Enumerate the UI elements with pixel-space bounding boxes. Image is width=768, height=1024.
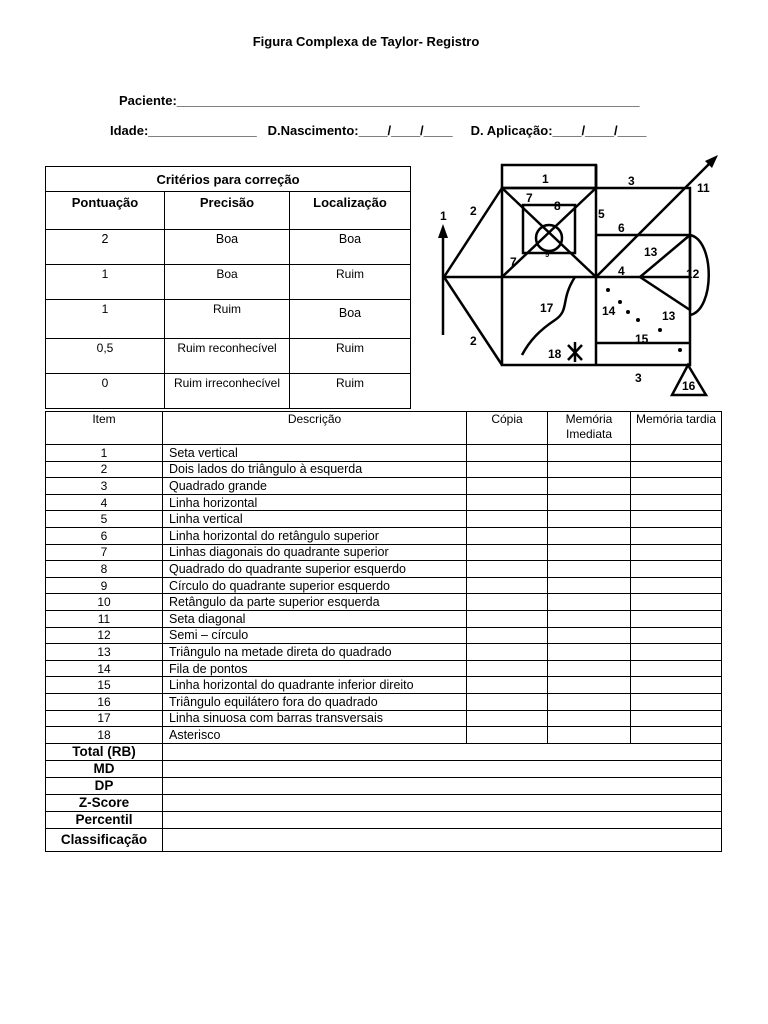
items-header-memoria-tardia: Memória tardia [631,412,722,445]
summary-label: DP [46,777,163,794]
item-description: Quadrado do quadrante superior esquerdo [163,561,467,578]
copia-cell[interactable] [467,610,548,627]
summary-label: Classificação [46,828,163,851]
table-row [46,527,722,544]
criteria-header-pontuacao: Pontuação [46,192,165,230]
item-description: Seta vertical [163,445,467,462]
table-row [46,494,722,511]
item-number: 11 [46,610,163,627]
item-number: 2 [46,461,163,478]
criteria-cell: 1 [46,265,165,300]
item-number: 6 [46,527,163,544]
birthdate-field[interactable]: D.Nascimento:____/____/____ [267,123,453,138]
item-description: Linhas diagonais do quadrante superior [163,544,467,561]
figure-label: 11 [697,181,710,195]
memoria-imediata-cell[interactable] [548,527,631,544]
memoria-imediata-cell[interactable] [548,445,631,462]
memoria-imediata-cell[interactable] [548,610,631,627]
summary-row [46,794,722,811]
figure-label: 4 [618,264,625,278]
item-number: 18 [46,727,163,744]
item-description: Linha sinuosa com barras transversais [163,710,467,727]
criteria-cell: Boa [165,265,290,300]
page-title: Figura Complexa de Taylor- Registro [252,34,480,49]
item-description: Asterisco [163,727,467,744]
table-row [46,577,722,594]
item-number: 17 [46,710,163,727]
criteria-table [45,166,411,409]
item-number: 12 [46,627,163,644]
criteria-row [46,374,411,409]
summary-row [46,743,722,760]
figure-label: 12 [686,267,700,281]
memoria-tardia-cell[interactable] [631,710,722,727]
item-description: Linha horizontal do retângulo superior [163,527,467,544]
figure-label: 3 [628,174,635,188]
copia-cell[interactable] [467,494,548,511]
criteria-cell: Boa [290,300,411,339]
item-number: 3 [46,478,163,495]
summary-row [46,760,722,777]
criteria-row [46,339,411,374]
table-row [46,461,722,478]
memoria-imediata-cell[interactable] [548,627,631,644]
criteria-cell: Ruim [290,339,411,374]
summary-row [46,828,722,851]
summary-row [46,777,722,794]
memoria-imediata-cell[interactable] [548,494,631,511]
memoria-tardia-cell[interactable] [631,693,722,710]
memoria-imediata-cell[interactable] [548,644,631,661]
figure-label: 5 [598,207,605,221]
copia-cell[interactable] [467,677,548,694]
figure-label: 7 [510,255,517,269]
item-number: 9 [46,577,163,594]
copia-cell[interactable] [467,627,548,644]
item-number: 7 [46,544,163,561]
copia-cell[interactable] [467,727,548,744]
items-header-memoria-imediata: Memória Imediata [548,412,631,445]
criteria-cell: 2 [46,230,165,265]
memoria-imediata-cell[interactable] [548,710,631,727]
table-row [46,544,722,561]
memoria-imediata-cell[interactable] [548,727,631,744]
memoria-imediata-cell[interactable] [548,461,631,478]
item-number: 5 [46,511,163,528]
item-description: Círculo do quadrante superior esquerdo [163,577,467,594]
copia-cell[interactable] [467,461,548,478]
memoria-tardia-cell[interactable] [631,461,722,478]
memoria-tardia-cell[interactable] [631,445,722,462]
item-number: 16 [46,693,163,710]
copia-cell[interactable] [467,644,548,661]
figure-label: 13 [662,309,676,323]
criteria-cell: Ruim [165,300,290,339]
table-row [46,660,722,677]
item-description: Linha horizontal [163,494,467,511]
copia-cell[interactable] [467,527,548,544]
summary-value-cell[interactable] [163,760,722,777]
memoria-tardia-cell[interactable] [631,627,722,644]
memoria-tardia-cell[interactable] [631,527,722,544]
memoria-imediata-cell[interactable] [548,544,631,561]
summary-value-cell[interactable] [163,777,722,794]
memoria-tardia-cell[interactable] [631,478,722,495]
criteria-header-localizacao: Localização [290,192,411,230]
figure-label: 18 [548,347,562,361]
memoria-imediata-cell[interactable] [548,693,631,710]
figure-label: 3 [635,371,642,385]
item-description: Seta diagonal [163,610,467,627]
summary-label: Percentil [46,811,163,828]
memoria-tardia-cell[interactable] [631,727,722,744]
memoria-tardia-cell[interactable] [631,660,722,677]
item-description: Dois lados do triângulo à esquerda [163,461,467,478]
summary-value-cell[interactable] [163,794,722,811]
items-table [45,411,722,852]
items-header-item: Item [46,412,163,445]
summary-label: MD [46,760,163,777]
item-number: 13 [46,644,163,661]
summary-value-cell[interactable] [163,811,722,828]
memoria-tardia-cell[interactable] [631,594,722,611]
figure-label: 16 [682,379,696,393]
memoria-imediata-cell[interactable] [548,660,631,677]
copia-cell[interactable] [467,511,548,528]
copia-cell[interactable] [467,561,548,578]
item-number: 1 [46,445,163,462]
item-description: Triângulo equilátero fora do quadrado [163,693,467,710]
criteria-cell: 0,5 [46,339,165,374]
figure-label: 1 [440,209,447,223]
table-row [46,561,722,578]
criteria-cell: Ruim reconhecível [165,339,290,374]
item-description: Quadrado grande [163,478,467,495]
memoria-tardia-cell[interactable] [631,677,722,694]
figure-label: 7 [526,191,533,205]
item-description: Fila de pontos [163,660,467,677]
memoria-imediata-cell[interactable] [548,594,631,611]
memoria-imediata-cell[interactable] [548,511,631,528]
summary-value-cell[interactable] [163,743,722,760]
memoria-tardia-cell[interactable] [631,544,722,561]
item-description: Linha horizontal do quadrante inferior direito [163,677,467,694]
figure-label: 6 [618,221,625,235]
copia-cell[interactable] [467,594,548,611]
figure-label: 2 [470,204,477,218]
figure-label: 13 [644,245,658,259]
items-header-copia: Cópia [467,412,548,445]
memoria-imediata-cell[interactable] [548,677,631,694]
summary-label: Total (RB) [46,743,163,760]
memoria-imediata-cell[interactable] [548,561,631,578]
table-row [46,644,722,661]
table-row [46,445,722,462]
criteria-cell: 1 [46,300,165,339]
criteria-header-precisao: Precisão [165,192,290,230]
figure-label: 9 [545,250,550,259]
criteria-cell: Ruim irreconhecível [165,374,290,409]
taylor-complex-figure [430,150,730,400]
memoria-imediata-cell[interactable] [548,577,631,594]
memoria-tardia-cell[interactable] [631,577,722,594]
criteria-row [46,265,411,300]
memoria-tardia-cell[interactable] [631,494,722,511]
copia-cell[interactable] [467,660,548,677]
item-number: 4 [46,494,163,511]
figure-label: 17 [540,301,554,315]
figure-label: 15 [635,332,649,346]
criteria-cell: Ruim [290,265,411,300]
figure-label: 2 [470,334,477,348]
table-row [46,594,722,611]
dates-line [110,123,647,138]
table-row [46,727,722,744]
criteria-caption: Critérios para correção [46,167,411,192]
criteria-cell: 0 [46,374,165,409]
criteria-row [46,230,411,265]
table-row [46,693,722,710]
criteria-cell: Ruim [290,374,411,409]
item-number: 15 [46,677,163,694]
figure-label: 1 [542,172,549,186]
table-row [46,511,722,528]
application-date-field[interactable]: D. Aplicação:____/____/____ [470,123,647,138]
memoria-tardia-cell[interactable] [631,511,722,528]
copia-cell[interactable] [467,544,548,561]
memoria-tardia-cell[interactable] [631,644,722,661]
memoria-tardia-cell[interactable] [631,561,722,578]
table-row [46,627,722,644]
copia-cell[interactable] [467,693,548,710]
copia-cell[interactable] [467,478,548,495]
table-row [46,710,722,727]
table-row [46,677,722,694]
copia-cell[interactable] [467,577,548,594]
item-number: 14 [46,660,163,677]
summary-label: Z-Score [46,794,163,811]
criteria-cell: Boa [165,230,290,265]
memoria-imediata-cell[interactable] [548,478,631,495]
item-number: 8 [46,561,163,578]
item-description: Linha vertical [163,511,467,528]
copia-cell[interactable] [467,445,548,462]
criteria-cell: Boa [290,230,411,265]
table-row [46,610,722,627]
copia-cell[interactable] [467,710,548,727]
table-row [46,478,722,495]
items-header-descricao: Descrição [163,412,467,445]
age-field[interactable]: Idade:_______________ [110,123,257,138]
summary-value-cell[interactable] [163,828,722,851]
memoria-tardia-cell[interactable] [631,610,722,627]
item-description: Semi – círculo [163,627,467,644]
patient-field[interactable]: Paciente:________________________________________________________________ [119,93,640,108]
summary-row [46,811,722,828]
figure-label: 14 [602,304,616,318]
criteria-row [46,300,411,339]
item-number: 10 [46,594,163,611]
figure-label: 8 [554,199,561,213]
item-description: Triângulo na metade direta do quadrado [163,644,467,661]
item-description: Retângulo da parte superior esquerda [163,594,467,611]
